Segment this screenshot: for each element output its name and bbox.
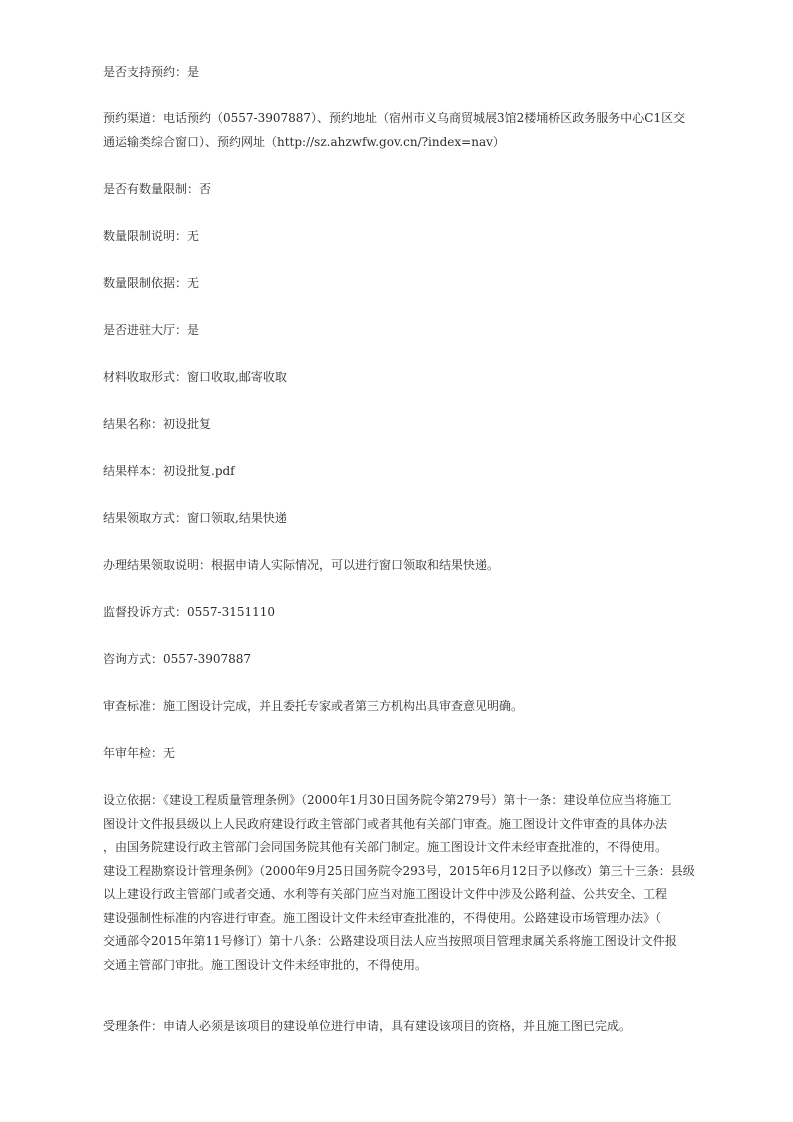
text-line: ，由国务院建设行政主管部门会同国务院其他有关部门制定。施工图设计文件未经审查批准的，不得使用。 — [103, 840, 668, 854]
text-line: 通运输类综合窗口）、预约网址（http://sz.ahzwfw.gov.cn/?index=nav） — [103, 134, 505, 149]
field-quantity-limit-description — [103, 225, 695, 249]
text-line: 是否进驻大厅：是 — [103, 323, 200, 337]
field-quantity-limit-basis — [103, 272, 695, 296]
text-line: 受理条件：申请人必须是该项目的建设单位进行申请，具有建设该项目的资格，并且施工图已完成。 — [103, 1019, 632, 1033]
text-line: 交通主管部门审批。施工图设计文件未经审批的，不得使用。 — [103, 957, 428, 972]
text-line: 结果领取方式：窗口领取,结果快递 — [103, 511, 287, 525]
field-acceptance-conditions — [103, 1015, 695, 1039]
field-reservation-support — [103, 61, 695, 85]
field-quantity-limit — [103, 178, 695, 202]
text-line: 数量限制依据：无 — [103, 276, 200, 290]
text-line: 设立依据：《建设工程质量管理条例》（2000年1月30日国务院令第279号）第十一条：建设单位应当将施工 — [103, 793, 672, 807]
field-result-delivery — [103, 507, 695, 531]
field-result-collection-note — [103, 554, 695, 578]
field-reservation-channels — [103, 107, 695, 154]
field-review-standard — [103, 695, 695, 719]
text-line: 建设工程勘察设计管理条例》（2000年9月25日国务院令293号，2015年6月12日予以修改）第三十三条：县级 — [103, 863, 695, 878]
text-line: 监督投诉方式：0557-3151110 — [103, 605, 276, 619]
text-line: 建设强制性标准的内容进行审查。施工图设计文件未经审查批准的，不得使用。公路建设市场管理办法》（ — [103, 910, 662, 925]
field-consultation-contact — [103, 648, 695, 672]
field-result-name — [103, 413, 695, 437]
field-in-service-hall — [103, 319, 695, 343]
field-legal-basis — [103, 789, 695, 977]
text-line: 数量限制说明：无 — [103, 229, 200, 243]
text-line: 结果名称：初设批复 — [103, 417, 212, 431]
field-complaint-contact — [103, 601, 695, 625]
text-line: 是否有数量限制：否 — [103, 182, 212, 196]
text-line: 交通部令2015年第11号修订）第十八条：公路建设项目法人应当按照项目管理隶属关系将施工图设计文件报 — [103, 934, 677, 948]
text-line: 预约渠道：电话预约（0557-3907887）、预约地址（宿州市义乌商贸城展3馆2楼埇桥区政务服务中心C1区交 — [103, 111, 686, 125]
text-line: 是否支持预约：是 — [103, 65, 200, 79]
field-annual-inspection — [103, 742, 695, 766]
text-line: 年审年检：无 — [103, 746, 176, 760]
text-line: 咨询方式：0557-3907887 — [103, 652, 252, 666]
text-line: 办理结果领取说明：根据申请人实际情况，可以进行窗口领取和结果快递。 — [103, 558, 500, 572]
text-line: 审查标准：施工图设计完成，并且委托专家或者第三方机构出具审查意见明确。 — [103, 699, 524, 713]
text-line: 图设计文件报县级以上人民政府建设行政主管部门或者其他有关部门审查。施工图设计文件审查的具体办法 — [103, 816, 668, 831]
field-result-sample — [103, 460, 695, 484]
text-line: 材料收取形式：窗口收取,邮寄收取 — [103, 370, 287, 384]
text-line: 以上建设行政主管部门或者交通、水利等有关部门应当对施工图设计文件中涉及公路利益、公共安全、工程 — [103, 887, 668, 901]
text-line: 结果样本：初设批复.pdf — [103, 464, 235, 478]
field-material-collection — [103, 366, 695, 390]
